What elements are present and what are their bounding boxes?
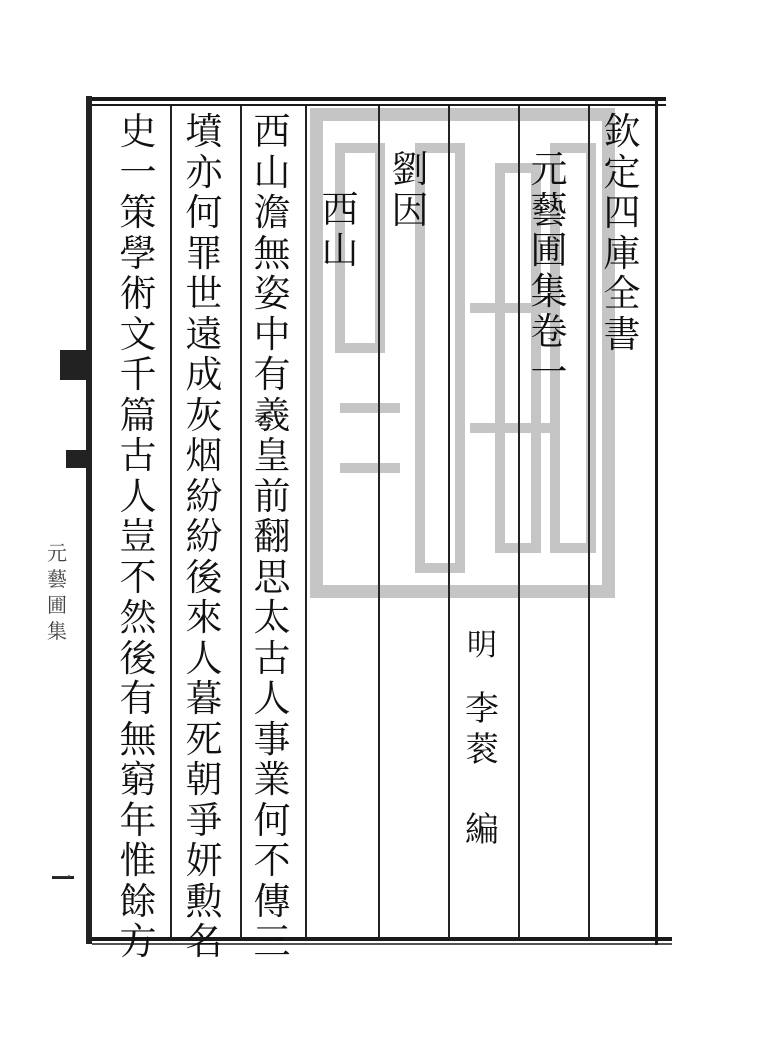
editor-name [458,688,506,769]
character: 不 [253,839,291,882]
character: 暮 [185,677,223,720]
character: 山 [253,150,291,194]
character: 圃 [530,229,568,272]
character: 罪 [185,231,223,275]
character: 窮 [119,758,157,801]
character: 西 [321,188,359,231]
edit-mark [458,810,506,851]
character: 卷 [530,310,568,353]
character: 方 [119,920,157,963]
frame-bottom-border [92,937,672,941]
character: 中 [253,312,291,356]
character: 思 [253,555,291,599]
character: 史 [119,110,157,153]
character: 紛 [185,474,223,518]
character: 劉 [391,148,429,191]
character: 勲 [185,879,223,923]
character: 傳 [253,879,291,923]
character: 後 [119,636,157,680]
character: 遠 [185,312,223,356]
gutter-character: 元 [47,541,67,565]
column-rule [305,106,307,938]
character: 朝 [185,758,223,801]
character: 文 [119,312,157,356]
character: 有 [253,353,291,396]
gutter-character: 圃 [47,593,67,617]
gutter-mark [60,350,86,380]
character: 無 [119,717,157,761]
character: 墳 [185,110,223,153]
gutter-character: 藝 [47,567,67,591]
character: 有 [119,677,157,720]
character: 明 [467,628,497,663]
gutter-mark [66,450,86,468]
character: 三 [253,920,291,963]
character: 藝 [530,188,568,232]
character: 李 [465,689,499,729]
character: 亦 [185,150,223,194]
character: 灰 [185,393,223,437]
character: 姿 [253,272,291,315]
character: 西 [253,110,291,153]
character: 學 [119,231,157,275]
character: 四 [603,191,641,234]
character: 羲 [253,393,291,437]
character: 編 [465,810,499,850]
character: 名 [185,920,223,963]
character: 來 [185,596,223,639]
character: 千 [119,353,157,396]
character: 死 [185,717,223,761]
character: 業 [253,758,291,801]
character: 然 [119,596,157,639]
character: 惟 [119,839,157,882]
frame-bottom-border-inner [92,943,672,945]
character: 定 [603,150,641,194]
character: 爭 [185,798,223,842]
character: 書 [603,312,641,356]
character: 策 [119,191,157,234]
character: 前 [253,474,291,518]
character: 太 [253,596,291,639]
character: 年 [119,798,157,842]
character: 後 [185,555,223,599]
character: 一 [530,350,568,394]
character: 人 [119,474,157,518]
column-rule [240,106,242,938]
character: 何 [253,798,291,842]
page-gutter [0,100,92,940]
character: 世 [185,272,223,315]
character: 澹 [253,191,291,234]
character: 妍 [185,839,223,882]
poem-line-3 [114,112,162,963]
poem-line-2 [180,112,228,963]
character: 山 [321,228,359,272]
character: 古 [253,636,291,680]
gutter-title [40,540,74,644]
character: 烟 [185,434,223,477]
frame-right-border [655,97,658,945]
character: 成 [185,353,223,396]
character: 篇 [119,393,157,437]
dynasty-label [458,626,506,667]
character: 翻 [253,515,291,558]
character: 無 [253,231,291,275]
character: 集 [530,269,568,313]
character: 庫 [603,231,641,275]
character: 人 [253,677,291,720]
volume-title [525,150,573,393]
character: 全 [603,272,641,315]
poem-title [316,190,364,271]
book-title [598,112,646,355]
character: 一 [119,150,157,194]
gutter-page-number-text: 一 [52,866,72,890]
gutter-border [86,96,92,944]
character: 何 [185,191,223,234]
poem-line-1 [248,112,296,963]
frame-top-border [92,97,666,101]
character: 古 [119,434,157,477]
character: 蓘 [465,729,499,770]
character: 皇 [253,434,291,477]
character: 紛 [185,515,223,558]
character: 因 [391,188,429,232]
character: 不 [119,555,157,599]
gutter-character: 集 [47,619,67,643]
column-rule [170,106,172,938]
character: 人 [185,636,223,680]
character: 餘 [119,879,157,923]
poet-name [386,150,434,231]
character: 術 [119,272,157,315]
character: 元 [530,148,568,191]
character: 欽 [603,110,641,153]
character: 豈 [119,515,157,558]
character: 事 [253,717,291,761]
